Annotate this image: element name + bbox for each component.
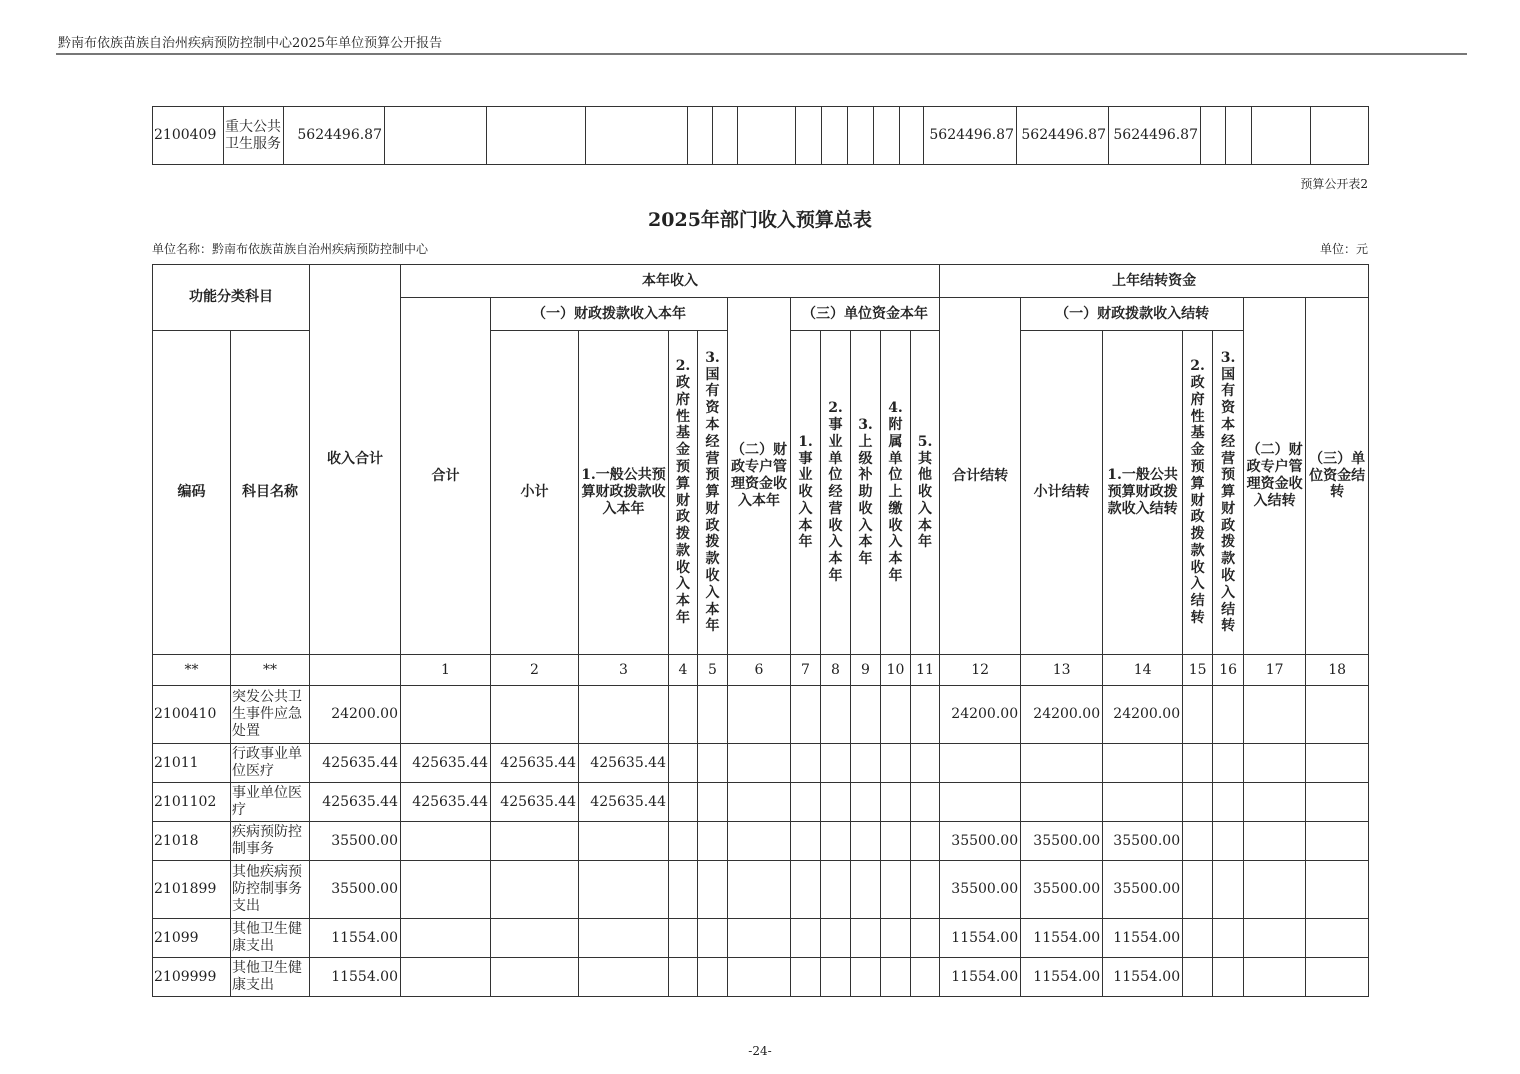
empty-cell <box>791 861 821 919</box>
empty-cell <box>1244 783 1306 822</box>
empty-cell <box>698 958 728 997</box>
row-c3 <box>579 822 669 861</box>
row-name: 重大公共卫生服务 <box>224 107 284 165</box>
row-name: 其他疾病预防控制事务支出 <box>231 861 310 919</box>
header-rule <box>56 53 1467 55</box>
row-code: 21099 <box>153 919 231 958</box>
row-total: 425635.44 <box>310 744 401 783</box>
empty-cell <box>698 822 728 861</box>
empty-cell <box>1213 783 1244 822</box>
table-row <box>153 107 1369 165</box>
empty-cell <box>1306 958 1369 997</box>
currency-unit: 单位：元 <box>1319 242 1368 256</box>
empty-cell <box>728 958 791 997</box>
row-c12 <box>940 783 1021 822</box>
empty-cell <box>1306 686 1369 744</box>
row-total: 425635.44 <box>310 783 401 822</box>
empty-cell <box>851 919 881 958</box>
unit-group-header: （三）单位资金本年 <box>791 298 940 331</box>
empty-cell <box>911 744 940 783</box>
row-c3 <box>579 919 669 958</box>
table-row <box>153 783 1369 822</box>
gov-fund-header: 2.政府性基金预算财政拨款收入本年 <box>675 358 691 627</box>
state-capital-carry-header: 3.国有资本经营预算财政拨款收入结转 <box>1220 349 1236 635</box>
row-c2 <box>491 958 579 997</box>
row-total: 35500.00 <box>310 861 401 919</box>
affiliate-income-header: 4.附属单位上缴收入本年 <box>888 400 903 585</box>
unit-name: 单位名称：黔南布依族苗族自治州疾病预防控制中心 <box>152 242 429 256</box>
empty-cell <box>821 958 851 997</box>
empty-cell <box>791 744 821 783</box>
empty-cell <box>1183 958 1213 997</box>
row-c13: 11554.00 <box>1021 958 1103 997</box>
row-c13: 5624496.87 <box>1017 107 1109 165</box>
func-class-header: 功能分类科目 <box>153 265 310 331</box>
empty-cell <box>698 686 728 744</box>
index-cell: 6 <box>728 655 791 686</box>
row-total: 11554.00 <box>310 958 401 997</box>
empty-cell <box>728 783 791 822</box>
index-cell: 14 <box>1103 655 1183 686</box>
row-c13: 35500.00 <box>1021 861 1103 919</box>
row-c2 <box>491 919 579 958</box>
sum-header: 合计 <box>401 298 491 655</box>
empty-cell <box>1244 919 1306 958</box>
index-cell: ** <box>231 655 310 686</box>
row-total: 35500.00 <box>310 822 401 861</box>
index-cell: 13 <box>1021 655 1103 686</box>
last-year-header: 上年结转资金 <box>940 265 1369 298</box>
empty-cell <box>821 861 851 919</box>
empty-cell <box>881 822 911 861</box>
special-account-header: （二）财政专户管理资金收入本年 <box>728 298 791 655</box>
empty-cell <box>1244 822 1306 861</box>
index-cell: 5 <box>698 655 728 686</box>
empty-cell <box>821 919 851 958</box>
empty-cell <box>881 783 911 822</box>
empty-cell <box>821 822 851 861</box>
row-c3 <box>579 958 669 997</box>
empty-cell <box>851 861 881 919</box>
gov-fund-carry-header: 2.政府性基金预算财政拨款收入结转 <box>1190 358 1205 627</box>
row-code: 2109999 <box>153 958 231 997</box>
career-income-header: 1.事业收入本年 <box>798 433 813 551</box>
row-c14: 11554.00 <box>1103 958 1183 997</box>
empty-cell <box>1244 744 1306 783</box>
row-code: 2101899 <box>153 861 231 919</box>
table-row <box>153 822 1369 861</box>
subtotal-header: 小计 <box>491 331 579 655</box>
row-c1 <box>401 686 491 744</box>
fin-group-header: （一）财政拨款收入本年 <box>491 298 728 331</box>
general-budget-header: 1.一般公共预算财政拨款收入本年 <box>579 331 669 655</box>
index-cell: 15 <box>1183 655 1213 686</box>
general-carry-header: 1.一般公共预算财政拨款收入结转 <box>1103 331 1183 655</box>
row-c12: 11554.00 <box>940 919 1021 958</box>
this-year-header: 本年收入 <box>401 265 940 298</box>
empty-cell <box>911 861 940 919</box>
empty-cell <box>1244 958 1306 997</box>
index-row <box>153 655 1369 686</box>
empty-cell <box>728 919 791 958</box>
row-c1 <box>401 919 491 958</box>
row-total: 11554.00 <box>310 919 401 958</box>
empty-cell <box>698 919 728 958</box>
empty-cell <box>911 919 940 958</box>
total-income-header: 收入合计 <box>310 265 401 655</box>
row-name: 突发公共卫生事件应急处置 <box>231 686 310 744</box>
empty-cell <box>669 822 698 861</box>
row-c2: 425635.44 <box>491 744 579 783</box>
empty-cell <box>1213 919 1244 958</box>
row-c14 <box>1103 783 1183 822</box>
sum-carry-header: 合计结转 <box>940 298 1021 655</box>
empty-cell <box>1183 919 1213 958</box>
empty-cell <box>851 744 881 783</box>
row-c13: 35500.00 <box>1021 822 1103 861</box>
empty-cell <box>1213 958 1244 997</box>
row-total: 5624496.87 <box>284 107 385 165</box>
index-cell: 2 <box>491 655 579 686</box>
empty-cell <box>791 783 821 822</box>
row-c12 <box>940 744 1021 783</box>
empty-cell <box>791 919 821 958</box>
empty-cell <box>1213 744 1244 783</box>
row-name: 其他卫生健康支出 <box>231 958 310 997</box>
empty-cell <box>1306 919 1369 958</box>
continuation-table <box>152 106 1369 165</box>
empty-cell <box>791 686 821 744</box>
empty-cell <box>881 744 911 783</box>
table-row <box>153 744 1369 783</box>
row-c14: 11554.00 <box>1103 919 1183 958</box>
code-header: 编码 <box>153 331 231 655</box>
row-c1 <box>401 861 491 919</box>
row-c12: 24200.00 <box>940 686 1021 744</box>
row-name: 疾病预防控制事务 <box>231 822 310 861</box>
index-cell: 7 <box>791 655 821 686</box>
row-c3: 425635.44 <box>579 744 669 783</box>
row-c2 <box>491 861 579 919</box>
report-header-title: 黔南布依族苗族自治州疾病预防控制中心2025年单位预算公开报告 <box>58 36 443 51</box>
table-number: 预算公开表2 <box>1300 177 1368 191</box>
index-cell: 18 <box>1306 655 1369 686</box>
row-c3 <box>579 686 669 744</box>
empty-cell <box>821 744 851 783</box>
index-cell: 3 <box>579 655 669 686</box>
table-row <box>153 861 1369 919</box>
row-code: 21018 <box>153 822 231 861</box>
row-c13 <box>1021 744 1103 783</box>
row-c14: 35500.00 <box>1103 861 1183 919</box>
empty-cell <box>728 744 791 783</box>
row-c1: 425635.44 <box>401 783 491 822</box>
empty-cell <box>911 686 940 744</box>
subtotal-carry-header: 小计结转 <box>1021 331 1103 655</box>
row-name: 行政事业单位医疗 <box>231 744 310 783</box>
empty-cell <box>911 822 940 861</box>
empty-cell <box>1244 686 1306 744</box>
row-c13 <box>1021 783 1103 822</box>
empty-cell <box>669 919 698 958</box>
row-c3 <box>579 861 669 919</box>
empty-cell <box>791 822 821 861</box>
data-rows <box>153 686 1369 997</box>
empty-cell <box>911 783 940 822</box>
row-code: 2100409 <box>153 107 224 165</box>
empty-cell <box>728 822 791 861</box>
empty-cell <box>1183 822 1213 861</box>
empty-cell <box>881 686 911 744</box>
empty-cell <box>851 822 881 861</box>
empty-cell <box>669 686 698 744</box>
table-title: 2025年部门收入预算总表 <box>648 209 872 231</box>
header-row-1 <box>153 265 1369 298</box>
empty-cell <box>698 744 728 783</box>
row-code: 2101102 <box>153 783 231 822</box>
empty-cell <box>1213 861 1244 919</box>
row-c14 <box>1103 744 1183 783</box>
index-cell: 16 <box>1213 655 1244 686</box>
state-capital-header: 3.国有资本经营预算财政拨款收入本年 <box>705 349 720 635</box>
empty-cell <box>728 861 791 919</box>
empty-cell <box>1183 744 1213 783</box>
index-cell: 4 <box>669 655 698 686</box>
index-cell <box>310 655 401 686</box>
empty-cell <box>1183 861 1213 919</box>
name-header: 科目名称 <box>231 331 310 655</box>
row-c1 <box>401 822 491 861</box>
row-c2 <box>491 822 579 861</box>
row-c12: 5624496.87 <box>924 107 1017 165</box>
row-c2: 425635.44 <box>491 783 579 822</box>
empty-cell <box>821 783 851 822</box>
empty-cell <box>1306 744 1369 783</box>
empty-cell <box>881 919 911 958</box>
income-budget-table <box>152 264 1369 997</box>
empty-cell <box>698 861 728 919</box>
empty-cell <box>851 783 881 822</box>
row-name: 事业单位医疗 <box>231 783 310 822</box>
row-c14: 35500.00 <box>1103 822 1183 861</box>
table-row <box>153 686 1369 744</box>
empty-cell <box>669 783 698 822</box>
index-cell: 1 <box>401 655 491 686</box>
table-row <box>153 919 1369 958</box>
empty-cell <box>881 861 911 919</box>
empty-cell <box>698 783 728 822</box>
index-cell: 17 <box>1244 655 1306 686</box>
index-cell: 12 <box>940 655 1021 686</box>
empty-cell <box>1306 822 1369 861</box>
row-c13: 11554.00 <box>1021 919 1103 958</box>
row-c1: 425635.44 <box>401 744 491 783</box>
row-c12: 11554.00 <box>940 958 1021 997</box>
row-c13: 24200.00 <box>1021 686 1103 744</box>
empty-cell <box>669 958 698 997</box>
empty-cell <box>1244 861 1306 919</box>
row-code: 2100410 <box>153 686 231 744</box>
operating-income-header: 2.事业单位经营收入本年 <box>828 400 843 585</box>
row-c2 <box>491 686 579 744</box>
empty-cell <box>791 958 821 997</box>
row-name: 其他卫生健康支出 <box>231 919 310 958</box>
row-c12: 35500.00 <box>940 861 1021 919</box>
row-code: 21011 <box>153 744 231 783</box>
empty-cell <box>911 958 940 997</box>
empty-cell <box>851 958 881 997</box>
index-cell: ** <box>153 655 231 686</box>
index-cell: 10 <box>881 655 911 686</box>
row-total: 24200.00 <box>310 686 401 744</box>
empty-cell <box>669 744 698 783</box>
row-c14: 5624496.87 <box>1109 107 1201 165</box>
empty-cell <box>821 686 851 744</box>
empty-cell <box>728 686 791 744</box>
subsidy-income-header: 3.上级补助收入本年 <box>858 416 873 568</box>
unit-carry-header: （三）单位资金结转 <box>1306 298 1369 655</box>
page-number: -24- <box>748 1044 772 1058</box>
empty-cell <box>881 958 911 997</box>
empty-cell <box>669 861 698 919</box>
row-c1 <box>401 958 491 997</box>
row-c14: 24200.00 <box>1103 686 1183 744</box>
empty-cell <box>1213 822 1244 861</box>
fin-carry-group-header: （一）财政拨款收入结转 <box>1021 298 1244 331</box>
table-row <box>153 958 1369 997</box>
empty-cell <box>1306 783 1369 822</box>
empty-cell <box>1183 783 1213 822</box>
other-income-header: 5.其他收入本年 <box>917 433 933 551</box>
index-cell: 8 <box>821 655 851 686</box>
row-c12: 35500.00 <box>940 822 1021 861</box>
index-cell: 9 <box>851 655 881 686</box>
empty-cell <box>1183 686 1213 744</box>
empty-cell <box>1306 861 1369 919</box>
row-c3: 425635.44 <box>579 783 669 822</box>
empty-cell <box>1213 686 1244 744</box>
index-cell: 11 <box>911 655 940 686</box>
empty-cell <box>851 686 881 744</box>
special-carry-header: （二）财政专户管理资金收入结转 <box>1244 298 1306 655</box>
